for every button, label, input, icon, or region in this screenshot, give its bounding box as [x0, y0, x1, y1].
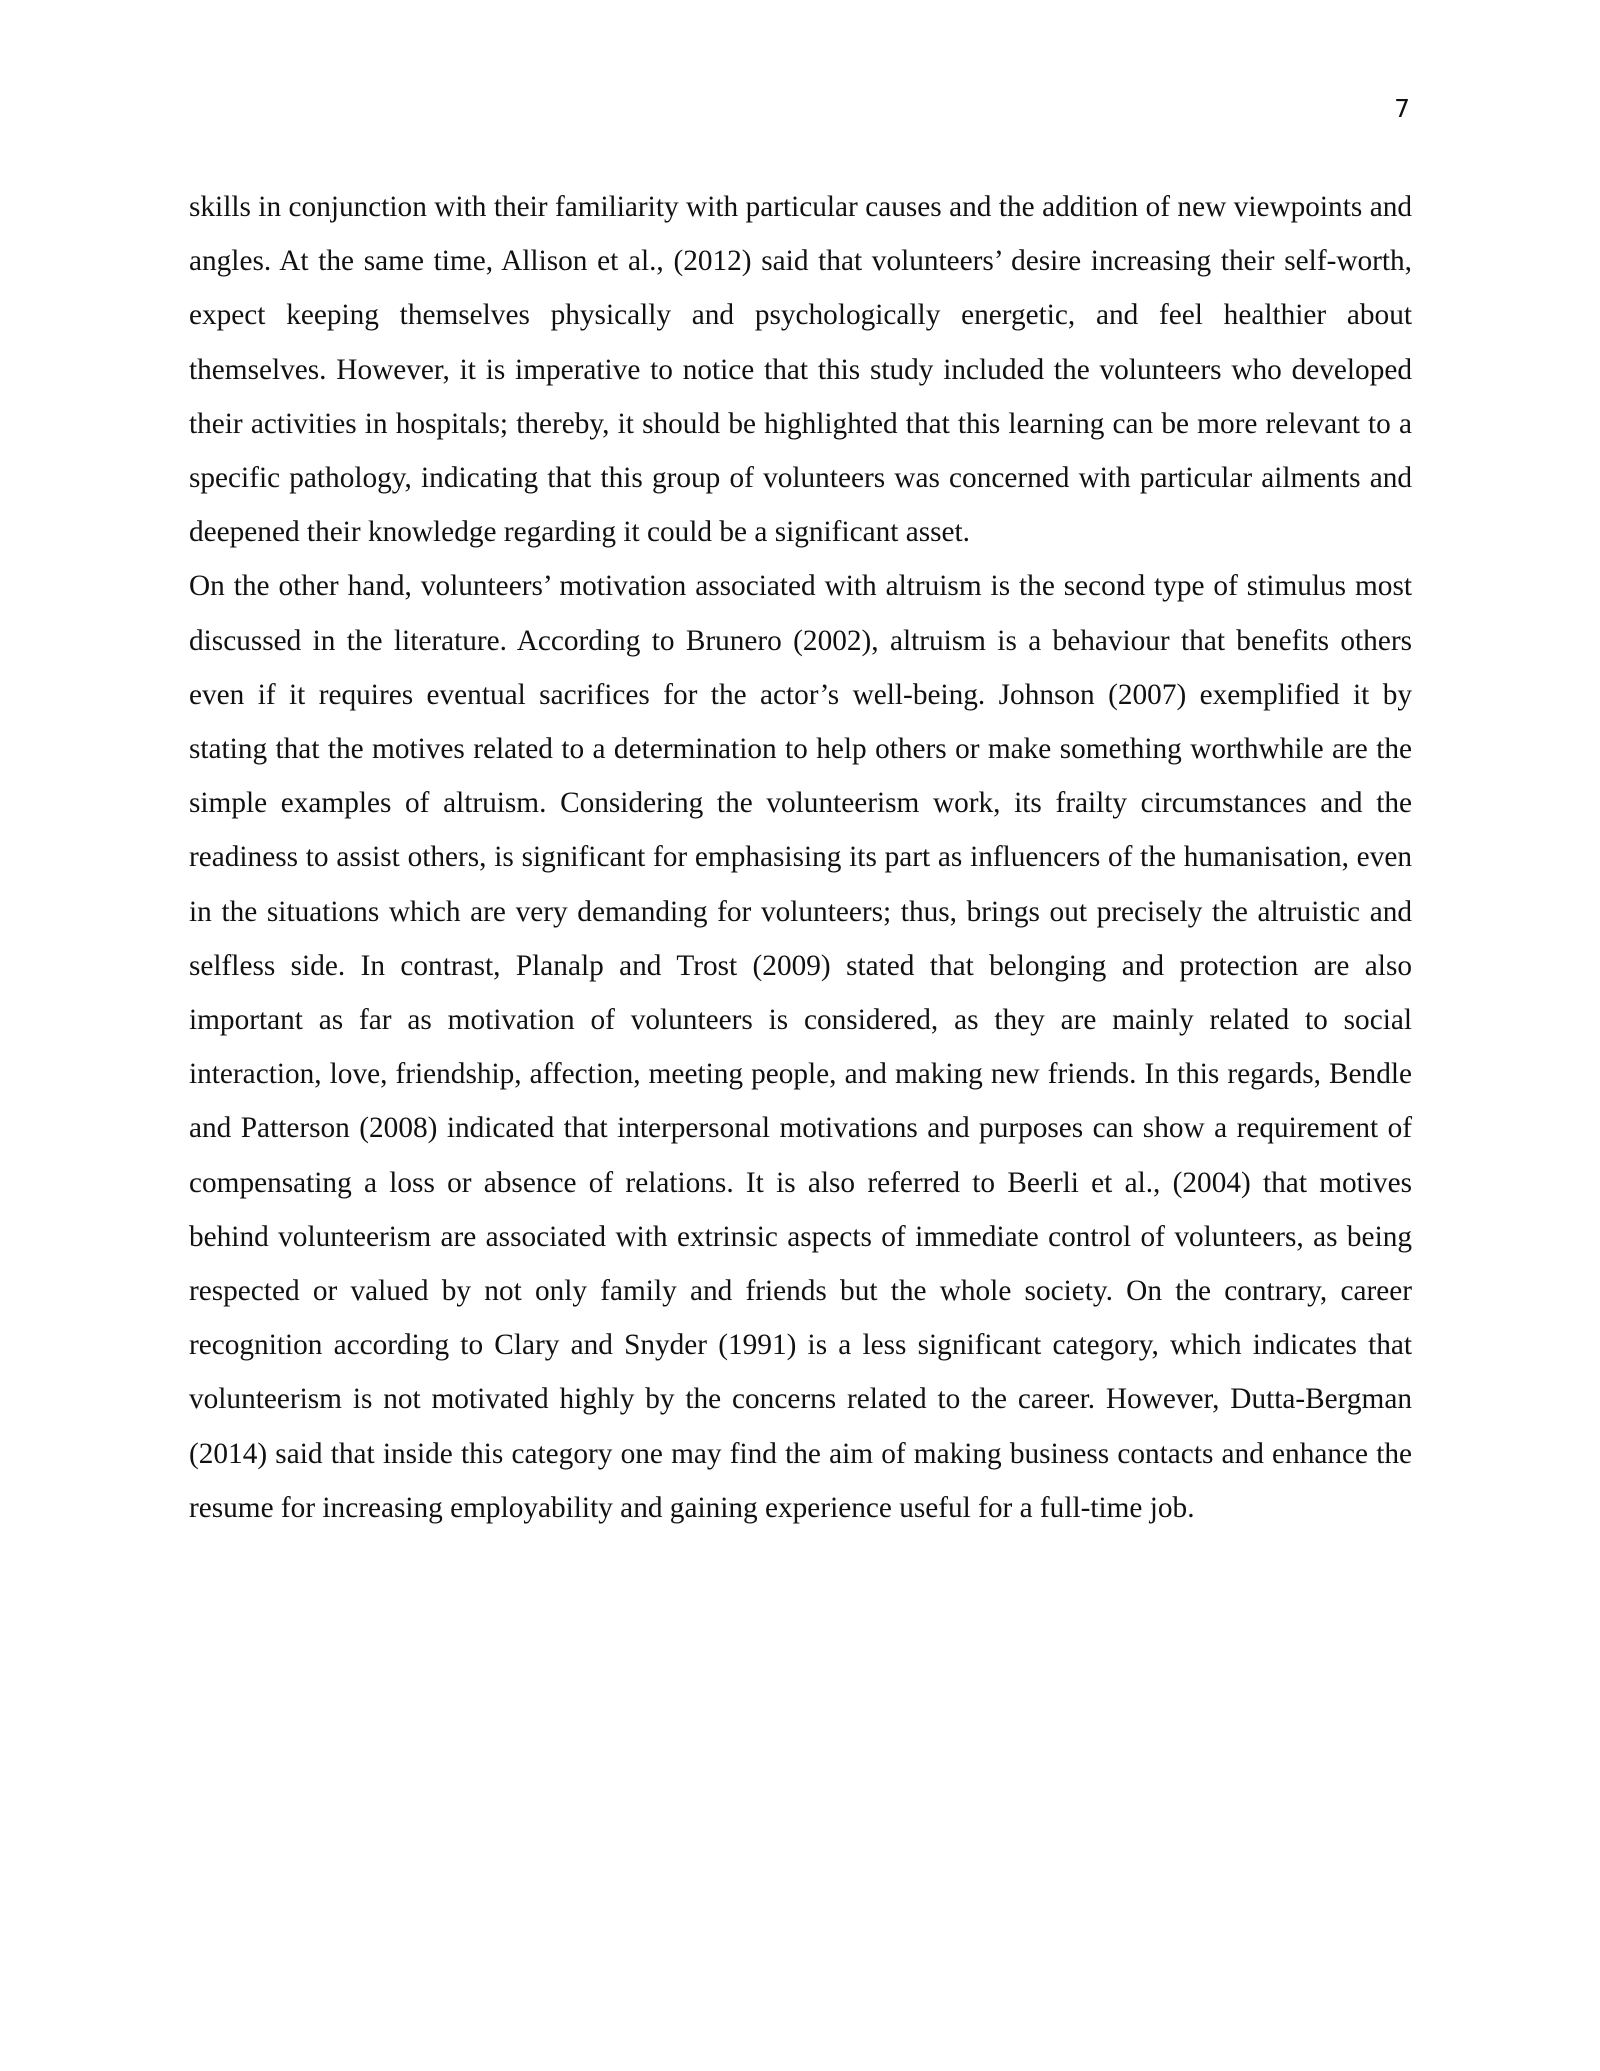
paragraph-2: On the other hand, volunteers’ motivation associated with altruism is the second type of stimulus most discussed in the literature. According to Brunero (2002), altruism is a behaviour that benefits others even if it requires eventual sacrifices for the actor’s well-being. Johnson (2007) exemplified it by stating that the motives related to a determination to help others or make something worthwhile are the simple examples of altruism. Considering the volunteerism work, its frailty circumstances and the readiness to assist others, is significant for emphasising its part as influencers of the humanisation, even in the situations which are very demanding for volunteers; thus, brings out precisely the altruistic and selfless side. In contrast, Planalp and Trost (2009) stated that belonging and protection are also important as far as motivation of volunteers is considered, as they are mainly related to social interaction, love, friendship, affection, meeting people, and making new friends. In this regards, Bendle and Patterson (2008) indicated that interpersonal motivations and purposes can show a requirement of compensating a loss or absence of relations. It is also referred to Beerli et al., (2004) that motives behind volunteerism are associated with extrinsic aspects of immediate control of volunteers, as being respected or valued by not only family and friends but the whole society. On the contrary, career recognition according to Clary and Snyder (1991) is a less significant category, which indicates that volunteerism is not motivated highly by the concerns related to the career. However, Dutta-Bergman (2014) said that inside this category one may find the aim of making business contacts and enhance the resume for increasing employability and gaining experience useful for a full-time job.: [189, 570, 1412, 1524]
paragraph-1: skills in conjunction with their familiarity with particular causes and the addition of new viewpoints and angles. At the same time, Allison et al., (2012) said that volunteers’ desire increasing their self-worth, expect keeping themselves physically and psychologically energetic, and feel healthier about themselves. However, it is imperative to notice that this study included the volunteers who developed their activities in hospitals; thereby, it should be highlighted that this learning can be more relevant to a specific pathology, indicating that this group of volunteers was concerned with particular ailments and deepened their knowledge regarding it could be a significant asset.: [189, 191, 1412, 549]
body-text: [189, 180, 1412, 1535]
page-number: 7: [1394, 94, 1410, 123]
